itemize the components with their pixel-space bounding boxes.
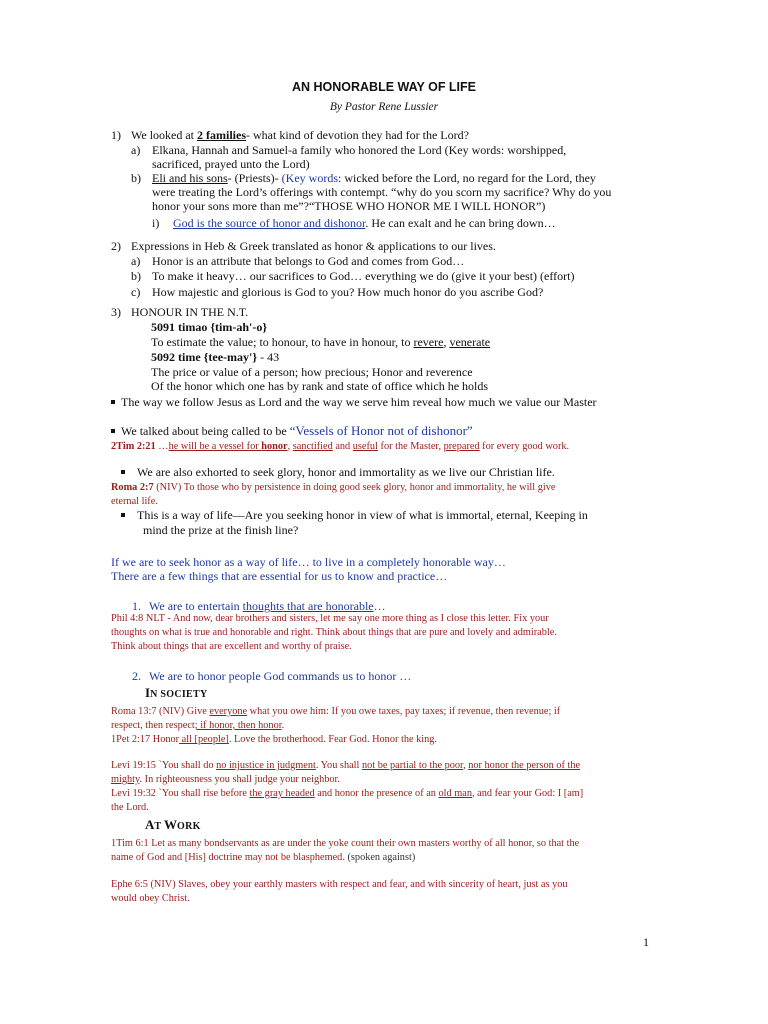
priests-text: - (Priests)- <box>227 171 279 185</box>
if-honor-text: ; if honor, then honor <box>194 720 282 731</box>
bullet-vessels-text: We talked about being called to be <box>121 424 290 438</box>
bullet-vessels <box>111 424 473 438</box>
verse-lev-19-32-line1 <box>111 787 583 801</box>
page-number: 1 <box>643 935 649 949</box>
section-3-heading: HONOUR IN THE N.T. <box>131 305 249 319</box>
subheading-initial: W <box>163 817 177 832</box>
bullet-way-of-life-text: This is a way of life—Are you seeking honor in view of what is immortal, eternal, Keeping in <box>137 508 588 522</box>
verse-text: Levi 19:15 `You shall do <box>111 760 217 771</box>
item-i-label: i) <box>152 216 160 230</box>
verse-text: for every good work. <box>479 441 570 452</box>
section-3-number: 3) <box>111 305 121 319</box>
subheading-initial: A <box>145 817 155 832</box>
verse-rom-13-7-line1 <box>111 705 560 719</box>
verse-eph-6-5-line2: would obey Christ. <box>111 893 190 904</box>
verse-2tim-2-21: 2Tim 2:21 …he will be a vessel for honor, sanctified and useful for the Master, prepared for every good work. <box>111 441 570 452</box>
verse-text: name of God and [His] doctrine may not be blasphemed. <box>111 852 348 863</box>
intro-line2: There are a few things that are essential for us to know and practice… <box>111 569 448 583</box>
section-1-text: We looked at <box>131 128 198 142</box>
not-partial-text: not be partial to the poor <box>361 760 464 771</box>
bullet-way-of-life <box>121 508 588 522</box>
s2-c-text: How majestic and glorious is God to you? How much honor do you ascribe God? <box>152 285 544 299</box>
everyone-word: everyone <box>209 706 248 717</box>
item-b-line2: were treating the Lord’s offerings with contempt. “why do you scorn my sacrifice? Why do you <box>152 185 612 199</box>
verse-useful-word: useful <box>352 441 378 452</box>
keywords-text: (Key words <box>278 171 338 185</box>
verse-text: respect, then respect <box>111 720 195 731</box>
verse-honor-word: honor <box>261 441 288 452</box>
item-a-line2: sacrificed, prayed unto the Lord) <box>152 157 310 171</box>
verse-text: Levi 19:32 `You shall rise before <box>111 788 250 799</box>
verse-text: . Love the brotherhood. Fear God. Honor the king. <box>228 734 438 745</box>
item-i-rest: . He can exalt and he can bring down… <box>365 216 556 230</box>
item-b-label: b) <box>131 171 141 185</box>
greek-term-2-def1: The price or value of a person; how precious; Honor and reverence <box>151 365 473 379</box>
item-a-label: a) <box>131 143 141 157</box>
verse-1tim-6-1-line1: 1Tim 6:1 Let as many bondservants as are under the yoke count their own masters worthy of all honor, so that the <box>111 838 580 849</box>
bullet-way-of-life-line2: mind the prize at the finish line? <box>143 523 299 537</box>
verse-rom-2-7-line2: eternal life. <box>111 496 158 507</box>
verse-1pet-2-17 <box>111 733 437 747</box>
item-a-line1: Elkana, Hannah and Samuel-a family who honored the Lord (Key words: worshipped, <box>152 143 567 157</box>
author-line: By Pastor Rene Lussier <box>329 101 439 113</box>
verse-lev-19-15-line1 <box>111 759 580 773</box>
verse-text: . In righteousness you shall judge your neighbor. <box>139 774 340 785</box>
verse-lev-19-32-line2: the Lord. <box>111 802 149 813</box>
verse-phil-line2: thoughts on what is true and honorable and right. Think about things that are pure and lovely and admirable. <box>111 627 557 638</box>
section-1-text-b: - what kind of devotion they had for the Lord? <box>246 128 469 142</box>
spoken-against-note: (spoken against) <box>347 852 416 863</box>
verse-text: for the Master, <box>377 441 444 452</box>
verse-prepared-word: prepared <box>443 441 480 452</box>
vessels-quote: “Vessels of Honor not of dishonor” <box>289 423 473 438</box>
verse-text: . <box>281 720 285 731</box>
point-2 <box>132 669 411 683</box>
point-1 <box>132 599 386 613</box>
s2-a-text: Honor is an attribute that belongs to God and comes from God… <box>152 254 465 268</box>
point-1-number: 1. <box>132 599 141 613</box>
bullet-icon <box>111 400 115 404</box>
subheading-initial: I <box>145 685 151 700</box>
gray-headed-text: the gray headed <box>249 788 315 799</box>
greek-term-1: 5091 timao {tim-ah'-o} <box>151 320 268 334</box>
intro-line1: If we are to seek honor as a way of life… to live in a completely honorable way… <box>111 555 506 569</box>
mighty-word: mighty <box>111 774 140 785</box>
bullet-icon <box>111 429 115 433</box>
s2-b-label: b) <box>131 269 141 283</box>
bullet-exhorted-text: We are also exhorted to seek glory, honor and immortality as we live our Christian life. <box>137 465 555 479</box>
item-b-rest: : wicked before the Lord, no regard for the Lord, they <box>338 171 596 185</box>
verse-rom-13-7-line2 <box>111 719 284 733</box>
no-injustice-text: no injustice in judgment <box>216 760 316 771</box>
eli-text: Eli and his sons <box>152 171 228 185</box>
page-title: AN HONORABLE WAY OF LIFE <box>291 80 477 94</box>
verse-text: 1Pet 2:17 Honor <box>111 734 180 745</box>
section-2-heading: Expressions in Heb & Greek translated as honor & applications to our lives. <box>131 239 496 253</box>
verse-lev-19-15-line2 <box>111 773 340 787</box>
section-1-heading <box>131 128 469 142</box>
item-b-line3: honor your sons more than me”?“THOSE WHO HONOR ME I WILL HONOR”) <box>152 199 546 213</box>
verse-text: , <box>463 760 469 771</box>
subheading-in-society <box>145 686 208 702</box>
s2-b-text: To make it heavy… our sacrifices to God… everything we do (give it your best) (effort) <box>152 269 575 283</box>
verse-phil-line1: Phil 4:8 NLT - And now, dear brothers and sisters, let me say one more thing as I close this letter. Fix your <box>111 613 549 624</box>
verse-text: and <box>332 441 353 452</box>
subheading-rest: ORK <box>176 821 201 832</box>
greek-def-text: To estimate the value; to honour, to have in honour, to <box>151 335 414 349</box>
bullet-value-master <box>111 395 597 409</box>
section-1-number: 1) <box>111 128 121 142</box>
bullet-icon <box>121 470 125 474</box>
greek-term-2-count: - 43 <box>257 350 280 364</box>
s2-a-label: a) <box>131 254 141 268</box>
old-man-text: old man <box>438 788 472 799</box>
verse-phil-line3: Think about things that are excellent and worthy of praise. <box>111 641 352 652</box>
verse-text: what you owe him: If you owe taxes, pay taxes; if revenue, then revenue; if <box>247 706 561 717</box>
s2-c-label: c) <box>131 285 141 299</box>
revere-word: revere <box>413 335 444 349</box>
families-highlight: 2 families <box>197 128 247 142</box>
point-2-number: 2. <box>132 669 141 683</box>
greek-term-1-def: To estimate the value; to honour, to have in honour, to revere, venerate <box>151 335 491 349</box>
section-2-number: 2) <box>111 239 121 253</box>
all-people-text: all [people] <box>179 734 229 745</box>
greek-term-2 <box>151 350 279 364</box>
verse-text: … <box>155 441 169 452</box>
source-of-honor-text: God is the source of honor and dishonor <box>173 216 366 230</box>
verse-1tim-6-1-line2 <box>111 851 415 865</box>
greek-term-2-def2: Of the honor which one has by rank and state of office which he holds <box>151 379 489 393</box>
point-1-ellipsis: … <box>373 599 386 613</box>
verse-text: and honor the presence of an <box>314 788 439 799</box>
verse-text: Roma 13:7 (NIV) Give <box>111 706 210 717</box>
item-i-line <box>173 216 556 230</box>
verse-ref: Roma 2:7 <box>111 482 154 493</box>
thoughts-honorable-text: thoughts that are honorable <box>242 599 374 613</box>
verse-text: (NIV) To those who by persistence in doing good seek glory, honor and immortality, he will give <box>153 482 556 493</box>
subheading-rest: T <box>154 821 164 832</box>
verse-text: . You shall <box>315 760 362 771</box>
point-1-text: We are to entertain <box>149 599 243 613</box>
nor-honor-text: nor honor the person of the <box>468 760 581 771</box>
subheading-at-work <box>145 818 201 834</box>
verse-ref: 2Tim 2:21 <box>111 441 156 452</box>
bullet-exhorted <box>121 465 555 479</box>
venerate-word: venerate <box>449 335 491 349</box>
item-b-line1 <box>152 171 596 185</box>
verse-underlined: he will be a vessel for <box>168 441 262 452</box>
verse-sanctified-word: sanctified <box>292 441 333 452</box>
verse-text: , and fear your God: I [am] <box>471 788 584 799</box>
subheading-rest: N SOCIETY <box>150 689 208 700</box>
bullet-icon <box>121 513 125 517</box>
verse-eph-6-5-line1: Ephe 6:5 (NIV) Slaves, obey your earthly masters with respect and fear, and with sincerity of heart, just as you <box>111 879 568 890</box>
point-2-text: We are to honor people God commands us to honor … <box>149 669 412 683</box>
greek-term-2-label: 5092 time {tee-may'} <box>151 350 258 364</box>
bullet-value-master-text: The way we follow Jesus as Lord and the way we serve him reveal how much we value our Master <box>121 395 597 409</box>
verse-rom-2-7-line1 <box>111 481 555 495</box>
